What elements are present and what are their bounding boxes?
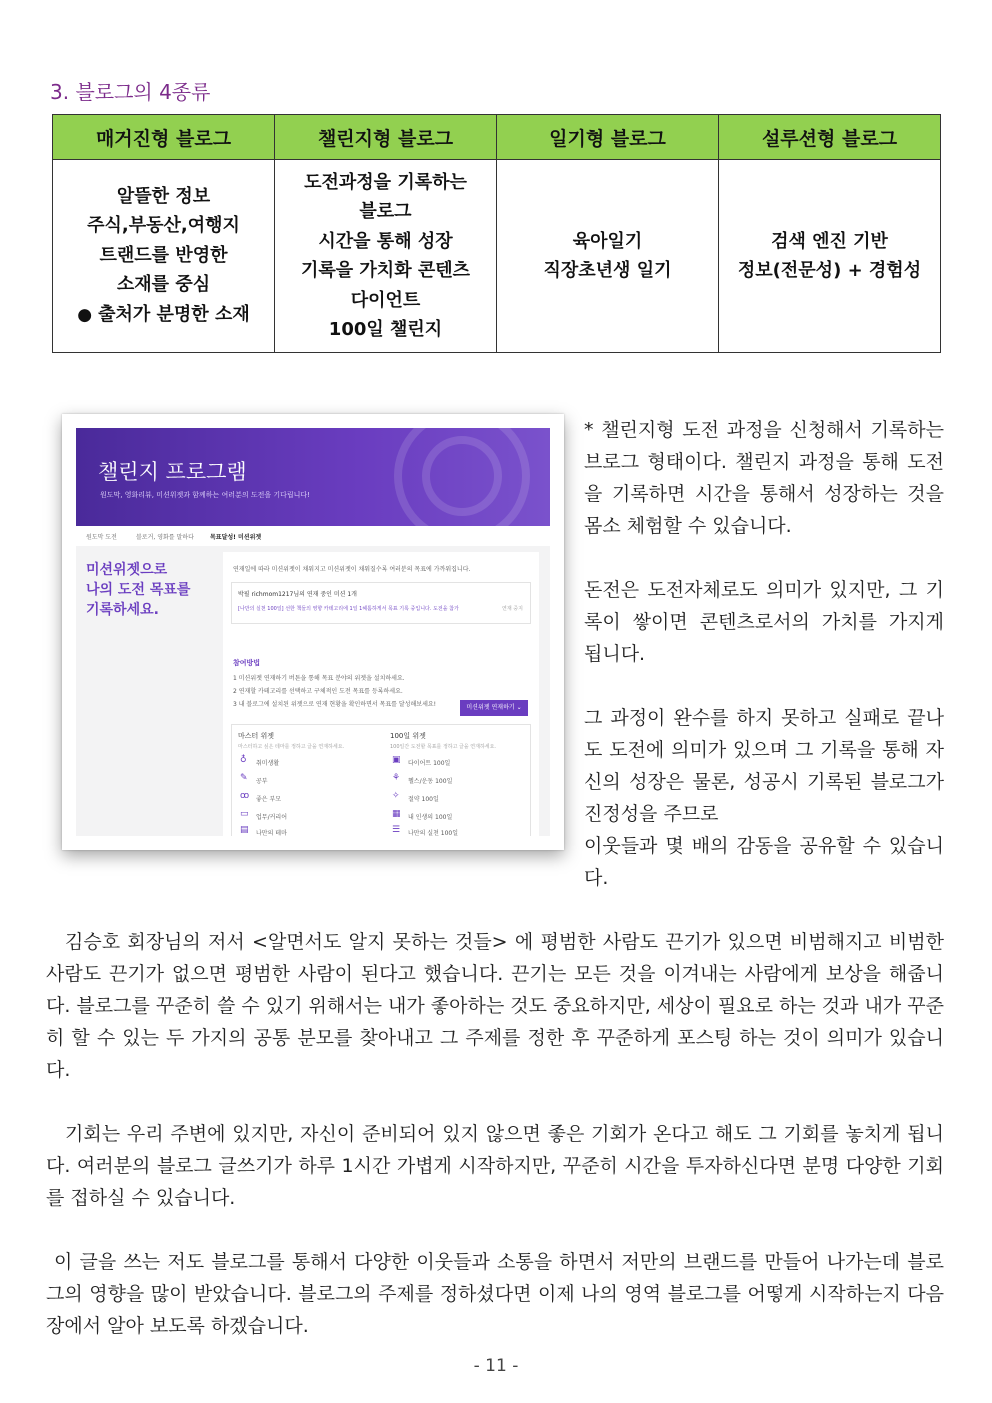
table-row — [53, 160, 941, 353]
header-magazine: 매거진형 블로그 — [53, 115, 275, 160]
widget-item[interactable]: 나만의 실천 100일 — [408, 830, 459, 836]
status-user: 박필 richmom1217님의 연재 중인 미션 1개 — [238, 591, 357, 598]
heading-line: 미션위젯으로 — [86, 562, 168, 578]
cell-line: 육아일기 — [572, 230, 643, 252]
pencil-icon: ✎ — [240, 773, 248, 783]
tab-item-active[interactable]: 목표달성! 미션위젯 — [210, 534, 262, 541]
cell-magazine — [53, 160, 275, 353]
target-icon-inner — [422, 436, 502, 516]
widget-item[interactable]: 업무/커리어 — [256, 814, 288, 821]
widget-list-box — [231, 724, 531, 836]
header-challenge: 챌린지형 블로그 — [275, 115, 497, 160]
widget-item[interactable]: 취미생활 — [256, 760, 280, 767]
cell-diary — [497, 160, 719, 353]
screenshot-content — [76, 428, 550, 836]
cell-line: 검색 엔진 기반 — [771, 230, 888, 252]
calendar-icon: ▦ — [392, 809, 401, 819]
cell-line: 시간을 통해 성장 — [318, 230, 453, 252]
section-title: 3. 블로그의 4종류 — [50, 80, 211, 104]
how-heading: 참여방법 — [233, 659, 261, 667]
program-tabs — [76, 526, 550, 546]
cell-line: 100일 챌린지 — [328, 319, 443, 340]
cell-line: 트랜드를 반영한 — [99, 244, 228, 266]
tab-item[interactable]: 블로거, 영화를 말하다 — [136, 534, 194, 541]
piggy-icon: ✧ — [392, 791, 400, 801]
step-item: 2 연재할 카테고리를 선택하고 구체적인 도전 목표를 등록하세요. — [233, 688, 403, 695]
hundred-widget-desc: 100일간 도전할 목표를 정하고 글을 연재하세요. — [390, 744, 497, 750]
master-widget-title: 마스터 위젯 — [238, 732, 275, 740]
cell-solution — [719, 160, 941, 353]
cell-line: 알뜰한 정보 — [116, 185, 211, 207]
body-paragraph: 김승호 회장님의 저서 <알면서도 알지 못하는 것들> 에 평범한 사람도 끈기가 있으면 비범해지고 비범한 사람도 끈기가 없으면 평범한 사람이 된다고 했습니다. 끈기는 모든 것을 이겨내는 사람에게 보상을 해줍니다. 블로그를 꾸준히 쓸 수 있기 위해서는 내가 좋아하는 것도 중요하지만, 세상이 필요로 하는 것과 내가 꾸준히 할 수 있는 두 가지의 공통 분모를 찾아내고 그 주제를 정한 후 꾸준하게 포스팅 하는 것이 의미가 있습니다. — [46, 931, 944, 1081]
cell-line: 주식,부동산,여행지 — [87, 215, 240, 237]
cell-line: 직장초년생 일기 — [543, 260, 672, 281]
stop-link[interactable]: 연재 중지 — [502, 606, 523, 612]
body-text — [46, 926, 944, 1342]
cell-line — [59, 300, 268, 331]
header-solution: 설루션형 블로그 — [719, 115, 941, 160]
bulb-icon: ♁ — [240, 755, 247, 765]
widget-item[interactable]: 다이어트 100일 — [408, 760, 451, 767]
intro-text: 연재일에 따라 미션위젯이 채워지고 미션위젯이 채워질수록 여러분의 목표에 가까워집니다. — [233, 566, 471, 573]
mission-widget-heading — [86, 560, 190, 620]
widget-item[interactable]: 나만의 테마 — [256, 830, 287, 836]
widget-item[interactable]: 헬스/운동 100일 — [408, 778, 453, 785]
side-paragraph: 이웃들과 몇 배의 감동을 공유할 수 있습니다. — [584, 835, 944, 889]
program-title: 챌린지 프로그램 — [98, 460, 247, 484]
program-banner — [76, 428, 550, 526]
cell-challenge — [275, 160, 497, 353]
widget-item[interactable]: 좋은 부모 — [256, 796, 282, 803]
step-item: 3 내 블로그에 설치된 위젯으로 연재 현황을 확인하면서 목표를 달성해보세요! — [233, 701, 437, 708]
body-paragraph: 이 글을 쓰는 저도 블로그를 통해서 다양한 이웃들과 소통을 하면서 저만의 브랜드를 만들어 나가는데 블로그의 영향을 많이 받았습니다. 블로그의 주제를 정하셨다면 이제 나의 영역 블로그를 어떻게 시작하는지 다음장에서 알아 보도록 하겠습니다. — [46, 1251, 944, 1337]
cell-line-text: 출처가 분명한 소재 — [98, 303, 250, 325]
bullet-icon: ● — [77, 304, 93, 325]
header-diary: 일기형 블로그 — [497, 115, 719, 160]
status-box — [231, 582, 531, 624]
tab-item[interactable]: 원도막 도전 — [86, 534, 117, 541]
widget-item[interactable]: 절약 100일 — [408, 796, 439, 803]
monitor-icon: ▭ — [240, 809, 249, 819]
family-icon: ꝏ — [240, 791, 250, 801]
heading-line: 기록하세요. — [86, 602, 159, 618]
heading-line: 나의 도전 목표를 — [86, 582, 191, 598]
side-paragraph: 돈전은 도전자체로도 의미가 있지만, 그 기록이 쌓이면 콘텐츠로서의 가치를 가지게 됩니다. — [584, 579, 944, 665]
page-number: - 11 - — [473, 1356, 519, 1376]
cell-line: 블로그 — [359, 201, 412, 222]
dumbbell-icon: ⚘ — [392, 773, 401, 783]
blog-types-table — [52, 114, 941, 353]
status-detail: [나만의 실천 100일] 선한 책들의 영향 카테고리에 1일 1헤톰하게서 목표 기록 중입니다. 도전을 참가 — [238, 606, 459, 612]
cell-line: 소재를 중심 — [116, 274, 211, 296]
list-icon: ☰ — [392, 825, 401, 835]
challenge-program-screenshot — [62, 414, 564, 850]
table-header-row — [53, 115, 941, 160]
master-widget-desc: 마스터하고 싶은 테마를 정하고 글을 연재하세요. — [238, 744, 345, 750]
step-item: 1 미션위젯 연재하기 버튼을 통해 목표 분야의 위젯을 설치하세요. — [233, 675, 405, 682]
cell-line: 다이언트 — [350, 289, 421, 311]
widget-item[interactable]: 공부 — [256, 778, 268, 785]
cell-line: 도전과정을 기록하는 — [304, 171, 467, 193]
body-paragraph: 기회는 우리 주변에 있지만, 자신이 준비되어 있지 않으면 좋은 기회가 온다고 해도 그 기회를 놓치게 됩니다. 여러분의 블로그 글쓰기가 하루 1시간 가볍게 시작하지만, 꾸준히 시간을 투자하신다면 분명 다양한 기회를 접하실 수 있습니다. — [46, 1123, 944, 1209]
side-paragraph: 그 과정이 완수를 하지 못하고 실패로 끝나도 도전에 의미가 있으며 그 기록을 통해 자신의 성장은 물론, 성공시 기록된 블로그가 진정성을 주므로 — [584, 707, 944, 825]
widget-item[interactable]: 내 인생의 100일 — [408, 814, 453, 821]
cell-line: 기록을 가치화 콘텐츠 — [300, 260, 471, 281]
note-icon: ▤ — [240, 825, 249, 835]
program-subtitle: 원도막, 영화리뷰, 미션위젯과 함께하는 여러분의 도전을 기다립니다! — [100, 491, 310, 499]
side-paragraph: * 챌린지형 도전 과정을 신청해서 기록하는 브로그 형태이다. 챌린지 과정을 통해 도전을 기록하면 시간을 통해서 성장하는 것을 몸소 체험할 수 있습니다. — [584, 419, 944, 537]
hundred-widget-title: 100일 위젯 — [390, 732, 426, 740]
scale-icon: ▣ — [392, 755, 401, 765]
cell-line: 정보(전문성) + 경험성 — [737, 260, 922, 281]
mission-widget-panel — [223, 552, 539, 836]
mission-widget-button[interactable]: 미션위젯 연재하기 ⌄ — [460, 700, 528, 716]
side-text — [584, 414, 944, 894]
